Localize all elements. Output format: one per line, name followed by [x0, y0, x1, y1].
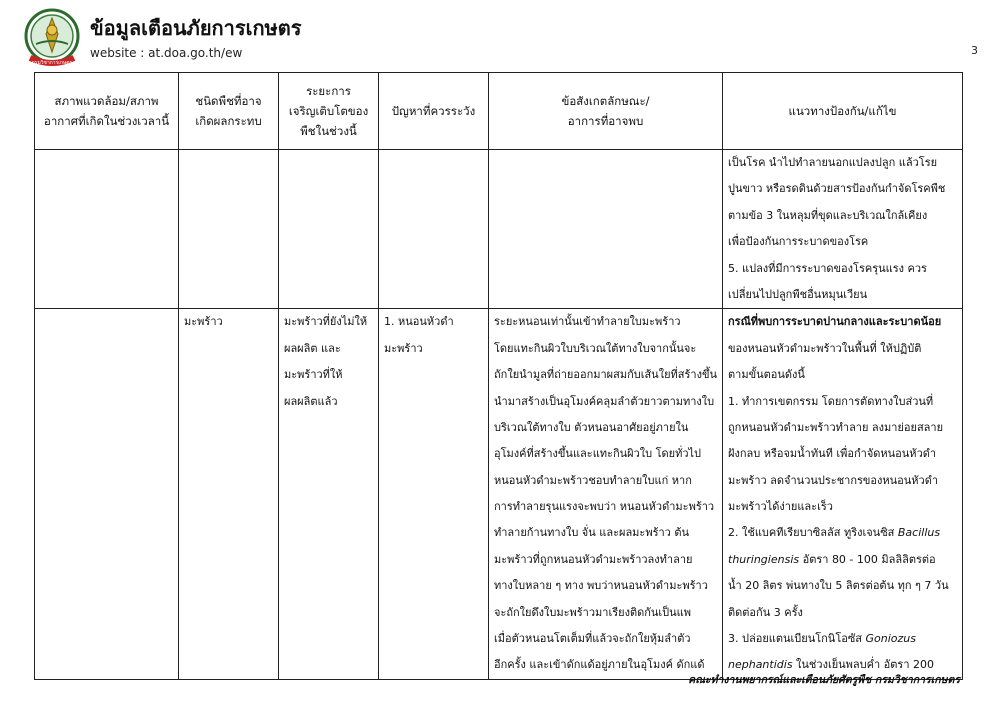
header-environment-line-2: อากาศที่เกิดในช่วงเวลานี้ — [43, 114, 170, 128]
guide-line: ฝังกลบ หรือจมน้ำทันที เพื่อกำจัดหนอนหัวดำ — [728, 447, 937, 461]
guide2b-species: thuringiensis — [728, 552, 800, 566]
cell-stage — [279, 309, 379, 679]
guide3-species: Goniozus — [865, 632, 917, 646]
warning-table — [34, 72, 963, 680]
header-guide-line-1: แนวทางป้องกัน/แก้ไข — [788, 104, 897, 118]
guide-line: ของหนอนหัวดำมะพร้าวในพื้นที่ ให้ปฏิบัติ — [728, 341, 922, 355]
plant-name: มะพร้าว — [184, 315, 223, 329]
observation-line: ถักใยนำมูลที่ถ่ายออกมาผสมกับเส้นใยที่สร้างขึ้น — [494, 368, 717, 382]
observation-line: อีกครั้ง และเข้าดักแด้อยู่ภายในอุโมงค์ ดักแด้ — [494, 658, 705, 672]
observation-line: ทำลายก้านทางใบ จั่น และผลมะพร้าว ต้น — [494, 526, 690, 540]
observation-line: นำมาสร้างเป็นอุโมงค์คลุมลำตัวยาวตามทางใบ — [494, 394, 715, 408]
stage-line: มะพร้าวที่ให้ — [284, 368, 343, 382]
observation-line: หนอนหัวดำมะพร้าวชอบทำลายใบแก่ หาก — [494, 473, 692, 487]
observation-line: เมื่อตัวหนอนโตเต็มที่แล้วจะถักใยหุ้มลำตัว — [494, 632, 691, 646]
cell-observation — [489, 309, 723, 679]
guide-line: ถูกหนอนหัวดำมะพร้าวทำลาย ลงมาย่อยสลาย — [728, 420, 944, 434]
header-guide — [723, 73, 963, 150]
guide3-prefix: 3. ปล่อยแตนเบียนโกนิโอซัส — [728, 632, 866, 646]
doa-logo-icon — [22, 8, 82, 68]
guide-line: เพื่อป้องกันการระบาดของโรค — [728, 235, 869, 249]
problem-line: มะพร้าว — [384, 341, 423, 355]
page-header — [22, 8, 982, 70]
header-observation-line-1: ข้อสังเกตลักษณะ/ — [561, 94, 650, 108]
header-plant-line-2: เกิดผลกระทบ — [195, 114, 262, 128]
observation-line: มะพร้าวที่ถูกหนอนหัวดำมะพร้าวลงทำลาย — [494, 552, 693, 566]
cell-stage — [279, 150, 379, 309]
site-title: ข้อมูลเตือนภัยการเกษตร — [90, 16, 302, 40]
guide3b-rest: ในช่วงเย็นพลบค่ำ อัตรา 200 — [792, 658, 935, 672]
guide-line — [728, 520, 957, 546]
header-environment — [35, 73, 179, 150]
page-number: 3 — [971, 44, 978, 57]
stage-line: ผลผลิต และ — [284, 341, 341, 355]
guide-line: มะพร้าวได้ง่ายและเร็ว — [728, 500, 833, 514]
observation-line: ระยะหนอนเท่านั้นเข้าทำลายใบมะพร้าว — [494, 315, 681, 329]
observation-line: ทางใบหลาย ๆ ทาง พบว่าหนอนหัวดำมะพร้าว — [494, 579, 708, 593]
page-footer: คณะทำงานพยากรณ์และเตือนภัยศัตรูพืช กรมวิชาการเกษตร — [688, 674, 960, 686]
header-plant-line-1: ชนิดพืชที่อาจ — [195, 94, 262, 108]
guide-line: 5. แปลงที่มีการระบาดของโรครุนแรง ควร — [728, 261, 927, 275]
guide-line: ตามขั้นตอนดังนี้ — [728, 368, 805, 382]
cell-plant — [179, 150, 279, 309]
problem-line: 1. หนอนหัวดำ — [384, 315, 454, 329]
stage-line: ผลผลิตแล้ว — [284, 394, 338, 408]
cell-problem — [379, 309, 489, 679]
guide3b-species: nephantidis — [728, 658, 793, 672]
cell-guide — [723, 150, 963, 309]
cell-environment — [35, 309, 179, 679]
guide-line — [728, 626, 957, 652]
header-stage-line-2: เจริญเติบโตของ — [288, 104, 369, 118]
guide-line: เป็นโรค นำไปทำลายนอกแปลงปลูก แล้วโรย — [728, 156, 938, 169]
guide-line: ปูนขาว หรือรดดินด้วยสารป้องกันกำจัดโรคพืช — [728, 182, 946, 196]
header-environment-line-1: สภาพแวดล้อม/สภาพ — [54, 94, 159, 108]
cell-observation — [489, 150, 723, 309]
header-stage — [279, 73, 379, 150]
observation-line: อุโมงค์ที่สร้างขึ้นและแทะกินผิวใบ โดยทั่วไป — [494, 447, 702, 461]
guide-line: 1. ทำการเขตกรรม โดยการตัดทางใบส่วนที่ — [728, 394, 934, 408]
table-header-row — [35, 73, 963, 150]
observation-line: การทำลายรุนแรงจะพบว่า หนอนหัวดำมะพร้าว — [494, 500, 715, 514]
header-problem-line-1: ปัญหาที่ควรระวัง — [391, 104, 476, 118]
guide2-prefix: 2. ใช้แบคทีเรียบาซิลลัส ทูริงเจนซิส — [728, 526, 898, 540]
header-observation-line-2: อาการที่อาจพบ — [567, 114, 644, 128]
guide-line: น้ำ 20 ลิตร พ่นทางใบ 5 ลิตรต่อต้น ทุก ๆ 7 วัน — [728, 579, 949, 593]
cell-guide — [723, 309, 963, 679]
guide-line — [728, 547, 957, 573]
guide-line: ติดต่อกัน 3 ครั้ง — [728, 605, 803, 619]
guide2-species: Bacillus — [897, 526, 941, 540]
header-stage-line-1: ระยะการ — [306, 84, 351, 98]
site-url[interactable]: website : at.doa.go.th/ew — [90, 46, 243, 60]
header-stage-line-3: พืชในช่วงนี้ — [300, 124, 357, 138]
observation-line: จะถักใยดึงใบมะพร้าวมาเรียงติดกันเป็นแพ — [494, 605, 692, 619]
header-observation — [489, 73, 723, 150]
cell-problem — [379, 150, 489, 309]
logo-text: กรมวิชาการเกษตร — [31, 60, 73, 66]
guide2b-rest: อัตรา 80 - 100 มิลลิลิตรต่อ — [799, 552, 936, 566]
table-row — [35, 309, 963, 679]
guide-heading: กรณีที่พบการระบาดปานกลางและระบาดน้อย — [728, 315, 942, 329]
header-plant — [179, 73, 279, 150]
cell-plant — [179, 309, 279, 679]
header-problem — [379, 73, 489, 150]
guide-line: มะพร้าว ลดจำนวนประชากรของหนอนหัวดำ — [728, 473, 939, 487]
guide-line: ตามข้อ 3 ในหลุมที่ขุดและบริเวณใกล้เคียง — [728, 208, 928, 222]
table-row — [35, 150, 963, 309]
guide-line: เปลี่ยนไปปลูกพืชอื่นหมุนเวียน — [728, 287, 868, 301]
observation-line: บริเวณใต้ทางใบ ตัวหนอนอาศัยอยู่ภายใน — [494, 420, 689, 434]
cell-environment — [35, 150, 179, 309]
stage-line: มะพร้าวที่ยังไม่ให้ — [284, 315, 368, 329]
observation-line: โดยแทะกินผิวใบบริเวณใต้ทางใบจากนั้นจะ — [494, 341, 697, 355]
